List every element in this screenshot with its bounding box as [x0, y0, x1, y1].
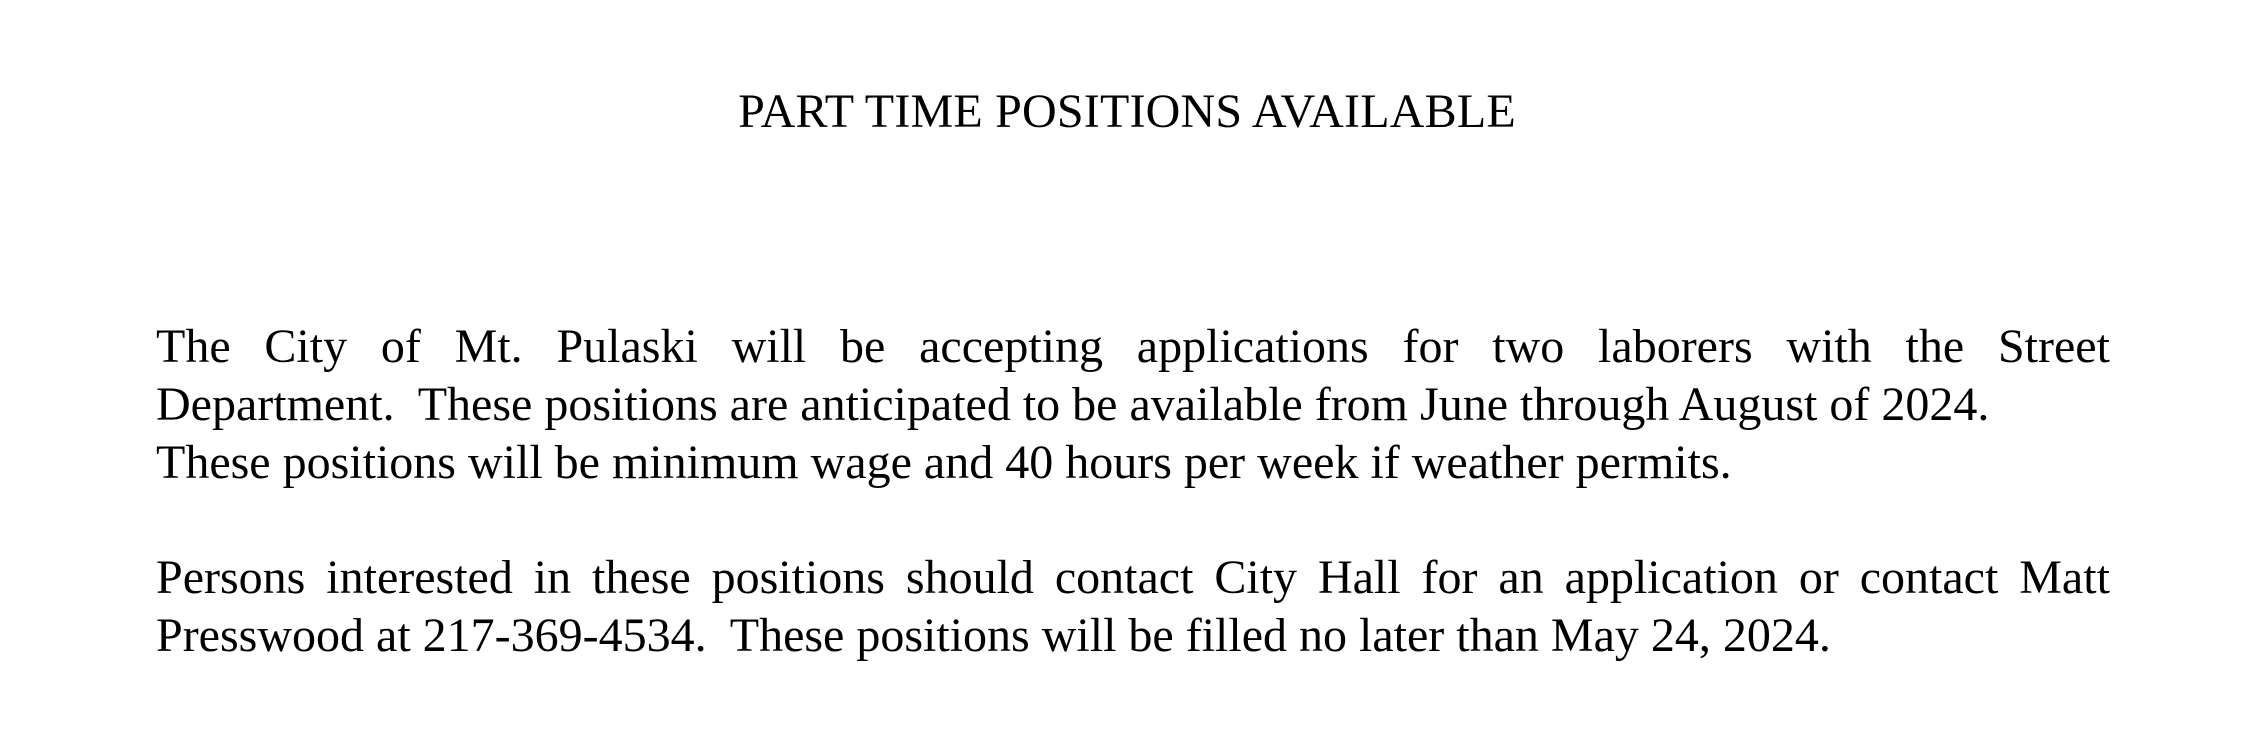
word: should [905, 551, 1034, 604]
word: accepting [919, 320, 1104, 373]
document-title: PART TIME POSITIONS AVAILABLE [738, 85, 1516, 138]
word: Matt [2019, 551, 2110, 604]
word: will [731, 320, 807, 373]
word: contact [1859, 551, 1999, 604]
word: Persons [156, 551, 306, 604]
word: Pulaski [556, 320, 698, 373]
word: the [1905, 320, 1965, 373]
word: City [264, 320, 348, 373]
word: applications [1136, 320, 1369, 373]
word: interested [326, 551, 513, 604]
word: Mt. [454, 320, 523, 373]
word: with [1786, 320, 1872, 373]
paragraph-line [156, 318, 2110, 376]
paragraph-line [156, 549, 2110, 607]
word: laborers [1598, 320, 1753, 373]
word: for [1402, 320, 1459, 373]
paragraph-contact-info [156, 549, 2110, 665]
word: two [1492, 320, 1565, 373]
paragraph-line: Presswood at 217-369-4534. These positions will be filled no later than May 24, 2024. [156, 609, 1831, 662]
word: Street [1997, 320, 2110, 373]
word: of [380, 320, 421, 373]
word: positions [711, 551, 885, 604]
word: these [592, 551, 691, 604]
paragraph-street-department [156, 318, 2110, 492]
paragraph-line: These positions will be minimum wage and 40 hours per week if weather permits. [156, 436, 1732, 489]
word: contact [1054, 551, 1194, 604]
word: be [840, 320, 886, 373]
word: for [1421, 551, 1478, 604]
word: application [1564, 551, 1778, 604]
word: in [533, 551, 572, 604]
word: Hall [1317, 551, 1401, 604]
word: The [156, 320, 231, 373]
word: City [1214, 551, 1298, 604]
word: an [1498, 551, 1544, 604]
paragraph-line: Department. These positions are anticipated to be available from June through August of 2024. [156, 378, 1990, 431]
word: or [1798, 551, 1839, 604]
